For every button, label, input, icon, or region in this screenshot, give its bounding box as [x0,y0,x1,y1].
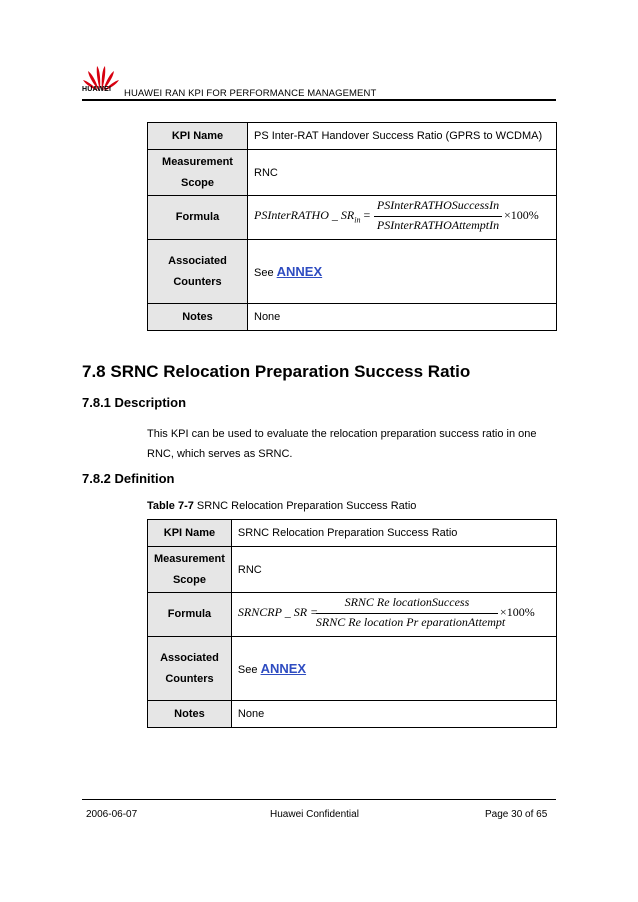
footer-confidential: Huawei Confidential [270,809,359,820]
table-row [148,637,557,701]
formula-numerator: SRNC Re locationSuccess [344,595,470,609]
table-row [148,240,557,304]
formula [254,196,550,236]
page-header-title: HUAWEI RAN KPI FOR PERFORMANCE MANAGEMENT [124,88,377,99]
counters-value [231,637,556,701]
description-paragraph: This KPI can be used to evaluate the relocation preparation success ratio in one RNC, which serves as SRNC. [147,428,537,460]
table-row [148,150,557,196]
table-row [148,701,557,728]
table-row [148,593,557,637]
scope-label-line2: Scope [180,176,214,189]
notes-label: Notes [148,304,248,331]
counters-label-line2: Counters [173,275,222,288]
formula-denominator: SRNC Re location Pr eparationAttempt [315,615,506,629]
footer-date: 2006-06-07 [86,809,138,820]
formula-lhs-subscript: in [354,215,361,225]
formula [238,593,548,633]
scope-value: RNC [248,150,557,196]
scope-label-line2: Scope [172,573,206,586]
fraction-bar [374,216,502,217]
table-caption-number: Table 7-7 [147,500,194,512]
table-row [148,123,557,150]
formula-lhs: SRNCRP _ SR = [237,605,319,619]
formula-tail: ×100% [499,605,535,619]
notes-value: None [231,701,556,728]
formula-label: Formula [148,593,232,637]
kpi-table-srnc-relocation [147,519,557,728]
kpi-name-value: SRNC Relocation Preparation Success Ratio [231,520,556,547]
subsection-heading-description: 7.8.1 Description [82,395,187,410]
counters-label [148,637,232,701]
counters-label-line1: Associated [168,254,227,267]
annex-link[interactable]: ANNEX [260,661,307,676]
counters-prefix: See [237,664,258,676]
fraction-bar [316,613,498,614]
annex-link[interactable]: ANNEX [276,264,323,279]
subsection-heading-definition: 7.8.2 Definition [82,471,175,486]
formula-tail: ×100% [504,208,539,222]
table-caption [147,500,416,512]
formula-cell [248,196,557,240]
footer-divider [82,799,556,800]
table-row [148,196,557,240]
scope-label [148,547,232,593]
formula-lhs-main: PSInterRATHO _ SR [254,208,355,222]
header-divider [82,99,556,101]
logo-wordmark: HUAWEI [82,86,112,93]
notes-label: Notes [148,701,232,728]
counters-label [148,240,248,304]
scope-label-line1: Measurement [154,552,225,565]
section-heading: 7.8 SRNC Relocation Preparation Success Ratio [82,362,471,381]
scope-value: RNC [231,547,556,593]
formula-cell [231,593,556,637]
footer-page-number: Page 30 of 65 [485,809,548,820]
table-row [148,304,557,331]
formula-equals: = [363,208,371,222]
table-row [148,520,557,547]
kpi-table-ps-inter-rat [147,122,557,331]
counters-label-line2: Counters [165,672,214,685]
formula-denominator: PSInterRATHOAttemptIn [376,218,500,232]
scope-label [148,150,248,196]
counters-value [248,240,557,304]
kpi-name-label: KPI Name [148,520,232,547]
kpi-name-label: KPI Name [148,123,248,150]
kpi-name-value: PS Inter-RAT Handover Success Ratio (GPRS to WCDMA) [248,123,557,150]
formula-numerator: PSInterRATHOSuccessIn [376,198,500,212]
formula-label: Formula [148,196,248,240]
counters-prefix: See [254,267,274,279]
table-caption-text: SRNC Relocation Preparation Success Ratio [193,500,417,512]
notes-value: None [248,304,557,331]
formula-lhs [254,208,370,224]
scope-label-line1: Measurement [162,155,233,168]
table-row [148,547,557,593]
counters-label-line1: Associated [160,651,219,664]
